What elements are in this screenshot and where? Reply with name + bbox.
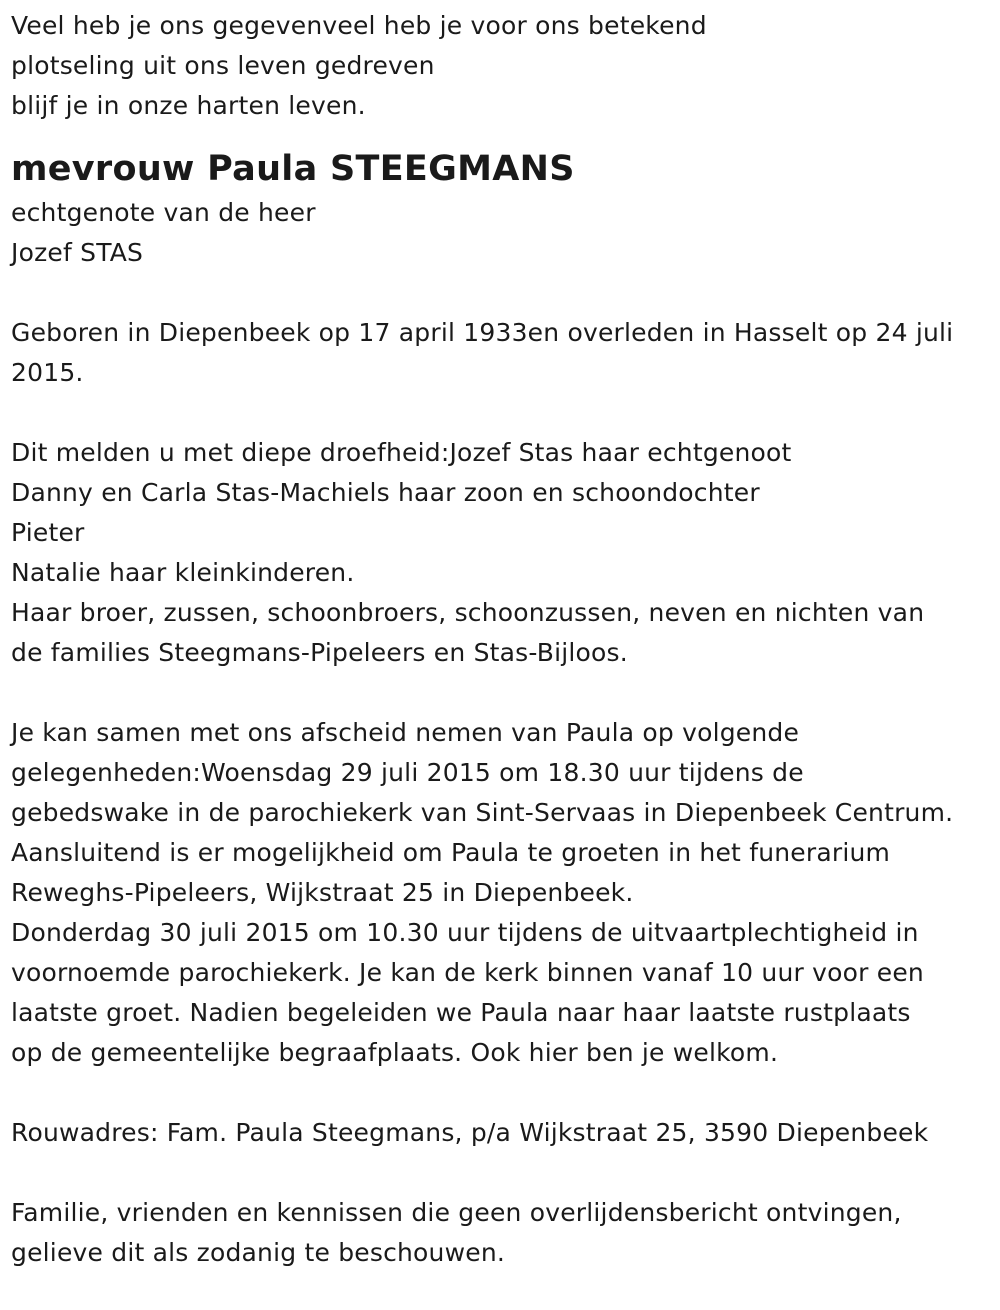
closing-line: Familie, vrienden en kennissen die geen overlijdensbericht ontvingen, bbox=[11, 1198, 902, 1227]
poem-line: plotseling uit ons leven gedreven bbox=[11, 51, 435, 80]
spacer bbox=[11, 393, 996, 433]
family-line: Natalie haar kleinkinderen. bbox=[11, 558, 355, 587]
family-line: Danny en Carla Stas-Machiels haar zoon en schoondochter bbox=[11, 478, 760, 507]
ceremony-line: Reweghs-Pipeleers, Wijkstraat 25 in Diepenbeek. bbox=[11, 878, 634, 907]
poem-line: Veel heb je ons gegevenveel heb je voor ons betekend bbox=[11, 11, 707, 40]
ceremony-line: Donderdag 30 juli 2015 om 10.30 uur tijdens de uitvaartplechtigheid in bbox=[11, 918, 919, 947]
family-announcement bbox=[11, 433, 996, 673]
spouse-line: Jozef STAS bbox=[11, 238, 144, 267]
birth-death-info bbox=[11, 313, 996, 393]
poem bbox=[11, 6, 996, 126]
birth-death-line: 2015. bbox=[11, 358, 84, 387]
spacer bbox=[11, 273, 996, 313]
birth-death-line: Geboren in Diepenbeek op 17 april 1933en overleden in Hasselt op 24 juli bbox=[11, 318, 954, 347]
family-line: Pieter bbox=[11, 518, 85, 547]
ceremony-line: op de gemeentelijke begraafplaats. Ook hier ben je welkom. bbox=[11, 1038, 779, 1067]
ceremony-line: gebedswake in de parochiekerk van Sint-Servaas in Diepenbeek Centrum. bbox=[11, 798, 954, 827]
closing-note bbox=[11, 1193, 996, 1273]
spacer bbox=[11, 673, 996, 713]
poem-line: blijf je in onze harten leven. bbox=[11, 91, 366, 120]
ceremony-line: Je kan samen met ons afscheid nemen van Paula op volgende bbox=[11, 718, 800, 747]
family-line: de families Steegmans-Pipeleers en Stas-Bijloos. bbox=[11, 638, 628, 667]
spouse-info bbox=[11, 193, 996, 273]
closing-line: gelieve dit als zodanig te beschouwen. bbox=[11, 1238, 506, 1267]
ceremony-line: gelegenheden:Woensdag 29 juli 2015 om 18.30 uur tijdens de bbox=[11, 758, 804, 787]
spacer bbox=[11, 1153, 996, 1193]
ceremony-line: voornoemde parochiekerk. Je kan de kerk binnen vanaf 10 uur voor een bbox=[11, 958, 924, 987]
spacer bbox=[11, 1073, 996, 1113]
obituary-notice bbox=[11, 6, 996, 1273]
deceased-name: mevrouw Paula STEEGMANS bbox=[11, 149, 575, 189]
family-line: Dit melden u met diepe droefheid:Jozef Stas haar echtgenoot bbox=[11, 438, 792, 467]
ceremony-line: Aansluitend is er mogelijkheid om Paula te groeten in het funerarium bbox=[11, 838, 891, 867]
ceremony-line: laatste groet. Nadien begeleiden we Paula naar haar laatste rustplaats bbox=[11, 998, 911, 1027]
ceremony-info bbox=[11, 713, 996, 1073]
family-line: Haar broer, zussen, schoonbroers, schoonzussen, neven en nichten van bbox=[11, 598, 925, 627]
mourning-address: Rouwadres: Fam. Paula Steegmans, p/a Wijkstraat 25, 3590 Diepenbeek bbox=[11, 1118, 929, 1147]
spouse-line: echtgenote van de heer bbox=[11, 198, 316, 227]
